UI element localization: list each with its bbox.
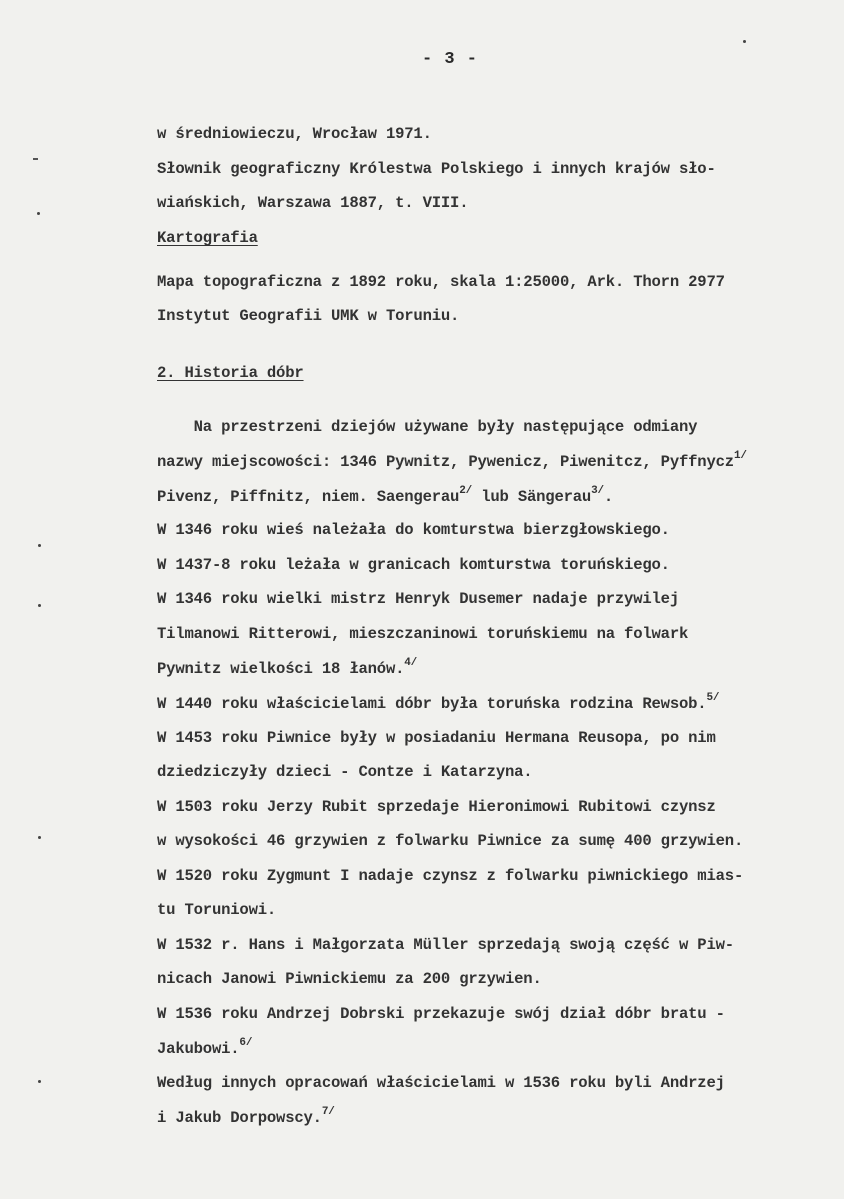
text-segment: i Jakub Dorpowscy.: [157, 1109, 322, 1128]
footnote-ref-7: 7/: [321, 1106, 335, 1118]
text-segment: Jakubowi.: [157, 1040, 240, 1059]
text-line: W 1532 r. Hans i Małgorzata Müller sprzedają swoją część w Piw-: [157, 936, 734, 954]
text-segment: W 1440 roku właścicielami dóbr była toruńska rodzina Rewsob.: [157, 695, 707, 714]
text-line: Słownik geograficzny Królestwa Polskiego i innych krajów sło-: [157, 160, 716, 178]
section-heading-kartografia: Kartografia: [157, 229, 258, 247]
footnote-ref-5: 5/: [706, 692, 720, 704]
margin-mark: [38, 544, 41, 547]
footnote-ref-3: 3/: [591, 485, 604, 497]
margin-mark: [38, 1080, 41, 1083]
text-line: W 1346 roku wieś należała do komturstwa bierzgłowskiego.: [157, 521, 670, 539]
text-line: Według innych opracowań właścicielami w 1536 roku byli Andrzej: [157, 1074, 725, 1092]
margin-mark: [38, 604, 41, 607]
text-line: W 1453 roku Piwnice były w posiadaniu Hermana Reusopa, po nim: [157, 729, 716, 747]
footnote-ref-4: 4/: [404, 657, 418, 669]
text-line: Mapa topograficzna z 1892 roku, skala 1:25000, Ark. Thorn 2977: [157, 273, 725, 291]
text-line: [157, 1039, 252, 1058]
margin-mark: [38, 836, 41, 839]
text-segment: Pivenz, Piffnitz, niem. Saengerau: [157, 488, 460, 507]
text-line: Na przestrzeni dziejów używane były następujące odmiany: [157, 418, 698, 436]
footnote-ref-1: 1/: [733, 450, 747, 462]
text-line: dziedziczyły dzieci - Contze i Katarzyna.: [157, 763, 533, 781]
text-line: Instytut Geografii UMK w Toruniu.: [157, 307, 460, 325]
text-line: w średniowieczu, Wrocław 1971.: [157, 125, 432, 143]
page-number: - 3 -: [421, 50, 478, 69]
margin-mark: [33, 158, 38, 160]
text-line: tu Toruniowi.: [157, 901, 277, 919]
margin-mark: [743, 40, 746, 43]
text-line: [157, 694, 719, 713]
text-line: [157, 659, 417, 678]
section-heading-historia: 2. Historia dóbr: [157, 364, 304, 382]
text-segment: lub Sängerau: [472, 488, 592, 507]
text-line: W 1346 roku wielki mistrz Henryk Dusemer nadaje przywilej: [157, 590, 679, 608]
text-line: Tilmanowi Ritterowi, mieszczaninowi toruńskiemu na folwark: [157, 625, 689, 643]
text-line: wiańskich, Warszawa 1887, t. VIII.: [157, 194, 469, 212]
punctuation: .: [603, 488, 614, 507]
margin-mark: [37, 212, 40, 215]
footnote-ref-2: 2/: [459, 485, 473, 497]
text-line: W 1536 roku Andrzej Dobrski przekazuje swój dział dóbr bratu -: [157, 1005, 725, 1023]
text-line: [157, 487, 613, 506]
text-line: [157, 452, 747, 471]
text-segment: Pywnitz wielkości 18 łanów.: [157, 660, 405, 679]
text-line: [157, 1108, 335, 1127]
text-line: W 1520 roku Zygmunt I nadaje czynsz z folwarku piwnickiego mias-: [157, 867, 744, 885]
text-line: w wysokości 46 grzywien z folwarku Piwnice za sumę 400 grzywien.: [157, 832, 744, 850]
footnote-ref-6: 6/: [239, 1037, 253, 1049]
text-line: W 1437-8 roku leżała w granicach komturstwa toruńskiego.: [157, 556, 670, 574]
text-line: W 1503 roku Jerzy Rubit sprzedaje Hieronimowi Rubitowi czynsz: [157, 798, 716, 816]
text-segment: nazwy miejscowości: 1346 Pywnitz, Pywenicz, Piwenitcz, Pyffnycz: [157, 453, 734, 472]
text-line: nicach Janowi Piwnickiemu za 200 grzywien.: [157, 970, 542, 988]
